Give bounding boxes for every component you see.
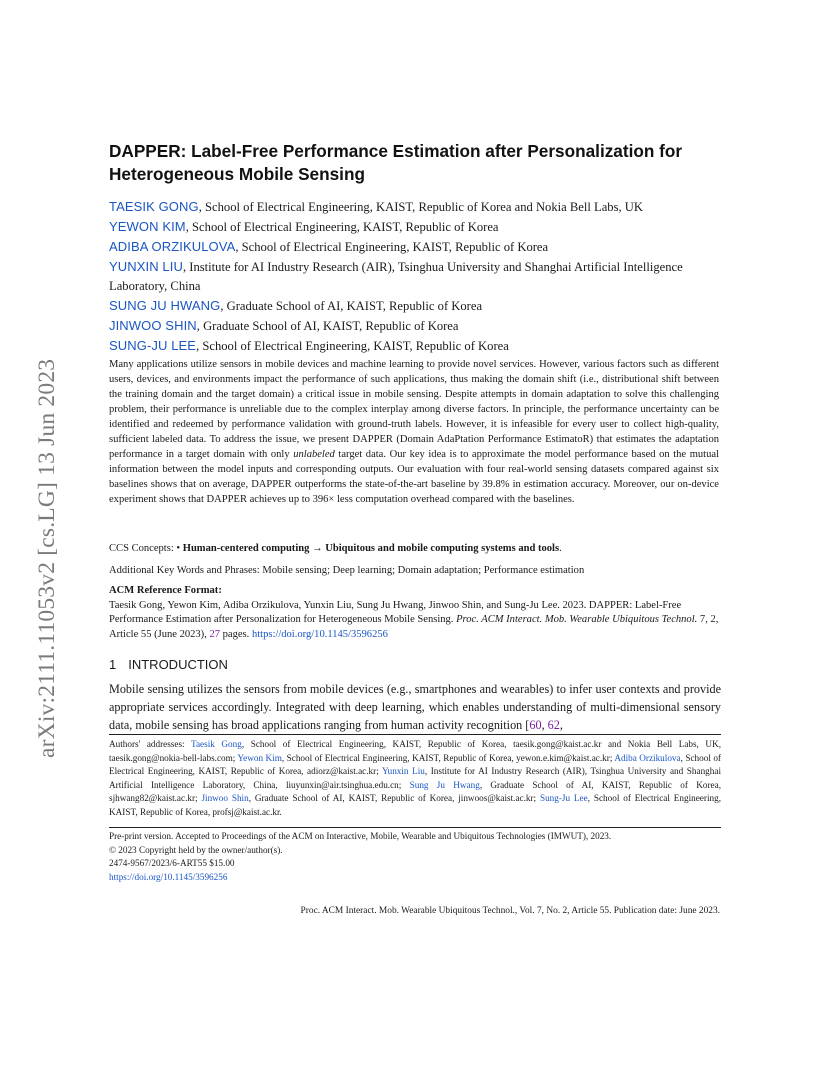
- footnote-text: , School of Electrical Engineering, KAIST, Republic of Korea, adiorz@kaist.ac.kr;: [109, 752, 721, 777]
- section-title: INTRODUCTION: [128, 657, 228, 672]
- acm-reference-text: Taesik Gong, Yewon Kim, Adiba Orzikulova, Yunxin Liu, Sung Ju Hwang, Jinwoo Shin, and Sung-Ju Lee. 2023. DAPPER: Label-Free Performance Estimation after Personalization for Heterogeneous Mobile Sensing.: [109, 599, 682, 626]
- author-entry: [109, 296, 729, 316]
- section-heading: [109, 657, 228, 672]
- footnote-text: , Graduate School of AI, KAIST, Republic of Korea, sjhwang82@kaist.ac.kr;: [109, 779, 721, 804]
- acm-reference-format: [109, 584, 721, 642]
- author-link[interactable]: Sung-Ju Lee: [539, 793, 588, 804]
- author-affiliation: , Graduate School of AI, KAIST, Republic of Korea: [196, 319, 459, 333]
- acm-reference-volume: 7, 2, Article 55 (June 2023),: [109, 614, 719, 640]
- author-name[interactable]: YEWON KIM: [109, 219, 186, 234]
- author-link[interactable]: Adiba Orzikulova: [614, 752, 681, 763]
- author-link[interactable]: Sung Ju Hwang: [409, 779, 480, 790]
- preprint-line: Pre-print version. Accepted to Proceedings of the ACM on Interactive, Mobile, Wearable and Ubiquitous Technologies (IMWUT), 2023.: [109, 831, 612, 841]
- keywords: Additional Key Words and Phrases: Mobile sensing; Deep learning; Domain adaptation; Performance estimation: [109, 565, 585, 576]
- author-name[interactable]: ADIBA ORZIKULOVA: [109, 239, 236, 254]
- author-entry: [109, 336, 729, 356]
- preprint-notice: [109, 830, 721, 884]
- abstract-text: Many applications utilize sensors in mobile devices and machine learning to provide novel services. However, various factors such as different users, devices, and environments impact the performance of such applications, thus making the domain shift (i.e., distributional shift between the training domain and the target domain) a critical issue in mobile sensing. Despite attempts in domain adaptation to solve this challenging problem, their performance is unreliable due to the complex interplay among diverse factors. In principle, the performance uncertainty can be identified and redeemed by performance validation with ground-truth labels. However, it is infeasible for every user to collect high-quality, sufficient labeled data. To address the issue, we present DAPPER (Domain AdaPtation Performance EstimatoR) that estimates the adaptation performance in a target domain with only: [109, 359, 719, 460]
- footnote-text: Authors' addresses:: [109, 739, 191, 749]
- author-name[interactable]: SUNG JU HWANG: [109, 298, 221, 313]
- doi-link[interactable]: https://doi.org/10.1145/3596256: [251, 628, 388, 640]
- author-name[interactable]: JINWOO SHIN: [109, 318, 197, 333]
- author-link[interactable]: Yunxin Liu: [381, 766, 425, 777]
- abstract: [109, 357, 719, 507]
- ccs-end: .: [559, 543, 562, 554]
- citation-link[interactable]: 60: [529, 718, 542, 732]
- abstract-emphasis: unlabeled: [293, 449, 335, 460]
- author-affiliation: , Graduate School of AI, KAIST, Republic of Korea: [220, 299, 483, 313]
- footnote-text: , School of Electrical Engineering, KAIST, Republic of Korea, taesik.gong@kaist.ac.kr and Nokia Bell Labs, UK, taesik.gong@nokia-bell-labs.com;: [109, 739, 721, 763]
- author-entry: [109, 237, 729, 257]
- intro-text: Mobile sensing utilizes the sensors from mobile devices (e.g., smartphones and wearables) to infer user contexts and provide appropriate services accordingly. Integrated with deep learning, which enables understanding of multi-dimensional sensory data, mobile sensing has broad applications ranging from human activity recognition [: [109, 682, 721, 732]
- paper-title: DAPPER: Label-Free Performance Estimation after Personalization for Heterogeneous Mobile Sensing: [109, 141, 683, 184]
- citation-link[interactable]: 62: [547, 718, 560, 732]
- author-affiliation: , School of Electrical Engineering, KAIST, Republic of Korea: [185, 220, 499, 234]
- author-name[interactable]: SUNG-JU LEE: [109, 338, 197, 353]
- abstract-text-continued: target data. Our key idea is to approximate the model performance based on the mutual information between the model inputs and corresponding outputs. Our evaluation with four real-world sensing datasets compared against six baselines shows that on average, DAPPER outperforms the state-of-the-art baseline by 39.8% in estimation accuracy. Moreover, our on-device experiment shows that DAPPER achieves up to 396× less computation overhead compared with the baselines.: [109, 449, 719, 505]
- footnote-divider: [109, 734, 721, 735]
- footnote-text: , School of Electrical Engineering, KAIST, Republic of Korea, yewon.e.kim@kaist.ac.kr;: [281, 752, 615, 763]
- acm-reference-journal: Proc. ACM Interact. Mob. Wearable Ubiquitous Technol.: [456, 614, 698, 626]
- author-entry: [109, 197, 729, 217]
- author-affiliation: , Institute for AI Industry Research (AIR), Tsinghua University and Shanghai Artificial Intelligence Laboratory, China: [109, 260, 683, 293]
- page-footer: Proc. ACM Interact. Mob. Wearable Ubiquitous Technol., Vol. 7, No. 2, Article 55. Publication date: June 2023.: [300, 906, 720, 916]
- arxiv-identifier: arXiv:2111.11053v2 [cs.LG] 13 Jun 2023: [34, 358, 60, 758]
- acm-reference-pages-label: pages.: [220, 628, 252, 640]
- ccs-concept-list: Human-centered computing → Ubiquitous and mobile computing systems and tools: [182, 543, 560, 554]
- author-link[interactable]: Yewon Kim: [237, 752, 282, 763]
- author-affiliation: , School of Electrical Engineering, KAIST, Republic of Korea and Nokia Bell Labs, UK: [198, 200, 643, 214]
- footnote-text: , School of Electrical Engineering, KAIST, Republic of Korea, profsj@kaist.ac.kr.: [109, 793, 721, 817]
- footnote-text: , Graduate School of AI, KAIST, Republic of Korea, jinwoos@kaist.ac.kr;: [248, 793, 540, 804]
- citation-separator: ,: [541, 718, 548, 732]
- ccs-label: CCS Concepts: •: [109, 543, 183, 554]
- author-name[interactable]: TAESIK GONG: [109, 199, 199, 214]
- copyright-line: © 2023 Copyright held by the owner/author(s).: [109, 844, 283, 855]
- preprint-divider: [109, 827, 721, 828]
- issn-line: 2474-9567/2023/6-ART55 $15.00: [109, 858, 235, 869]
- author-entry: [109, 257, 729, 296]
- acm-reference-heading: ACM Reference Format:: [109, 585, 222, 596]
- author-list: [109, 197, 729, 356]
- author-entry: [109, 316, 729, 336]
- doi-link[interactable]: https://doi.org/10.1145/3596256: [109, 871, 228, 882]
- author-link[interactable]: Jinwoo Shin: [201, 793, 249, 804]
- author-affiliation: , School of Electrical Engineering, KAIST, Republic of Korea: [196, 339, 509, 353]
- author-affiliation: , School of Electrical Engineering, KAIST, Republic of Korea: [235, 240, 549, 254]
- section-number: 1: [109, 657, 117, 672]
- author-link[interactable]: Taesik Gong: [191, 739, 242, 749]
- page-count-link[interactable]: 27: [209, 628, 221, 640]
- ccs-concepts: [109, 541, 729, 556]
- author-name[interactable]: YUNXIN LIU: [109, 259, 183, 274]
- author-entry: [109, 217, 729, 237]
- footnote-text: , Institute for AI Industry Research (AIR), Tsinghua University and Shanghai Artificial Intelligence Laboratory, China, liuyunxin@air.tsinghua.edu.cn;: [109, 766, 721, 790]
- intro-text-end: ,: [559, 718, 563, 732]
- authors-addresses-footnote: [109, 738, 721, 820]
- introduction-paragraph: [109, 680, 721, 734]
